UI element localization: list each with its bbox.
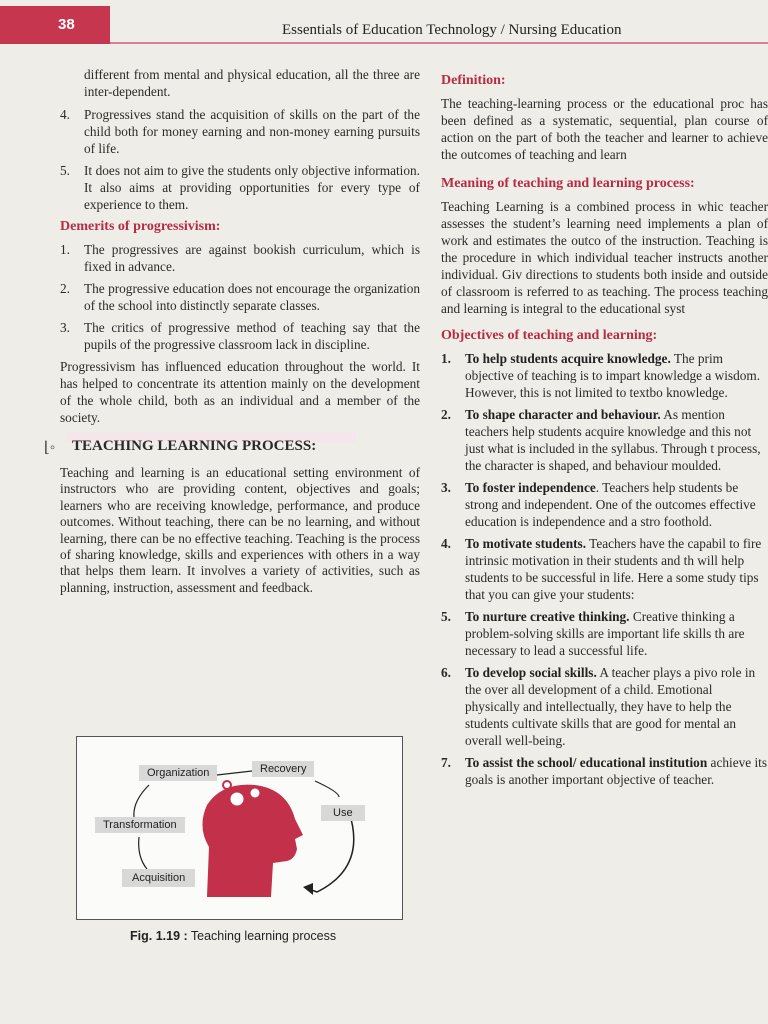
label-use: Use bbox=[321, 805, 365, 821]
label-recovery: Recovery bbox=[252, 761, 314, 777]
demerits-heading: Demerits of progressivism: bbox=[60, 219, 221, 234]
objective-number: 5. bbox=[441, 609, 451, 624]
list-number: 1. bbox=[60, 242, 70, 257]
page-number: 38 bbox=[58, 16, 75, 33]
meaning-heading: Meaning of teaching and learning process: bbox=[441, 176, 695, 191]
objective-item bbox=[441, 406, 768, 474]
page-number-badge bbox=[0, 6, 110, 44]
list-number: 5. bbox=[60, 163, 70, 178]
list-number: 2. bbox=[60, 281, 70, 296]
header-rule bbox=[110, 42, 768, 44]
objective-item bbox=[441, 535, 768, 603]
list-text: It does not aim to give the students only objective information. It also aims at providing opportunities for every type of experience to them. bbox=[84, 163, 420, 212]
objective-number: 2. bbox=[441, 407, 451, 422]
objective-number: 4. bbox=[441, 536, 451, 551]
list-item bbox=[60, 106, 420, 157]
objective-number: 7. bbox=[441, 755, 451, 770]
caption-label: Fig. 1.19 : bbox=[130, 929, 188, 943]
objective-text: . Teachers help students be strong and independent. One of the outcomes effective education is independence and a stro foothold. bbox=[465, 480, 756, 529]
list-text: The progressive education does not encourage the organization of the school into distinctly separate classes. bbox=[84, 281, 420, 313]
objective-title: To develop social skills. bbox=[465, 665, 597, 680]
objective-title: To nurture creative thinking. bbox=[465, 609, 630, 624]
list-item bbox=[60, 280, 420, 314]
objective-text: achieve its goals is another important objective of teacher. bbox=[465, 755, 768, 787]
page-header bbox=[0, 0, 768, 44]
objective-title: To assist the school/ educational institution bbox=[465, 755, 708, 770]
objective-item bbox=[441, 754, 768, 788]
label-transformation: Transformation bbox=[95, 817, 185, 833]
figure-caption bbox=[130, 929, 336, 943]
tlp-heading-wrap bbox=[44, 438, 420, 456]
list-item bbox=[60, 241, 420, 275]
label-organization: Organization bbox=[139, 765, 217, 781]
objectives-heading: Objectives of teaching and learning: bbox=[441, 328, 658, 343]
objective-item bbox=[441, 664, 768, 749]
teaching-learning-figure bbox=[76, 736, 403, 920]
left-column bbox=[44, 66, 420, 602]
handwritten-mark-icon: ⌊◦ bbox=[44, 440, 56, 456]
objective-text: Teachers have the capabil to fire intrinsic motivation in their students and th will help students to be successful in life. Here a some study tips that you can give your students: bbox=[465, 536, 762, 602]
objective-text: A teacher plays a pivo role in the over all development of a child. Emotional physically and intellectually, they have to help the students cultivate skills that are good for mental an overall well-being. bbox=[465, 665, 756, 748]
definition-paragraph: The teaching-learning process or the educational proc has been defined as a systematic, sequential, plan course of action on the part of both the teacher and learner to achieve the outcomes of teaching and learn bbox=[441, 96, 768, 162]
list-number: 4. bbox=[60, 107, 70, 122]
meaning-paragraph: Teaching Learning is a combined process in whic teacher assesses the student’s learning need implements a plan of work and estimates the outco of the instruction. Teaching is the procedure in which individual teacher instructs another individual. Giv directions to students both inside and outside of classroom is referred to as teaching. The process teaching and learning is integral to the educational syst bbox=[441, 199, 768, 316]
definition-heading: Definition: bbox=[441, 73, 506, 88]
objective-text: As mention teachers help students acquire knowledge and this not just what is included in the syllabus. Through t process, the character is shaped, and behaviour moulded. bbox=[465, 407, 761, 473]
objective-item bbox=[441, 608, 768, 659]
list-text: Progressives stand the acquisition of skills on the part of the child both for money earning and non-money earning pursuits of life. bbox=[84, 107, 420, 156]
tlp-paragraph: Teaching and learning is an educational setting environment of instructors who are providing content, objectives and goals; learners who are receiving knowledge, performance, and produce outcomes. Without teaching, there can be no learning, and without learning, there can be no effective teaching. Teaching is the process of sharing knowledge, skills and experiences with others in a way that helps them learn. It involves a variety of activities, such as planning, instruction, assessment and feedback. bbox=[60, 465, 420, 595]
list-number: 3. bbox=[60, 320, 70, 335]
objective-title: To foster independence bbox=[465, 480, 596, 495]
label-acquisition: Acquisition bbox=[122, 869, 195, 887]
objective-number: 1. bbox=[441, 351, 451, 366]
continued-paragraph: different from mental and physical education, all the three are inter-dependent. bbox=[84, 67, 420, 99]
list-item bbox=[60, 319, 420, 353]
right-column bbox=[441, 70, 768, 793]
tlp-heading: TEACHING LEARNING PROCESS: bbox=[72, 438, 317, 454]
running-title: Essentials of Education Technology / Nursing Education bbox=[282, 22, 622, 38]
list-item bbox=[60, 162, 420, 213]
list-text: The progressives are against bookish curriculum, which is fixed in advance. bbox=[84, 242, 420, 274]
objective-text: The prim objective of teaching is to impart knowledge a wisdom. However, this is not limited to textbo knowledge. bbox=[465, 351, 761, 400]
objective-item bbox=[441, 350, 768, 401]
objective-title: To motivate students. bbox=[465, 536, 587, 551]
objective-text: Creative thinking a problem-solving skills are important life skills th are necessary to lead a successful life. bbox=[465, 609, 745, 658]
objective-number: 6. bbox=[441, 665, 451, 680]
progressivism-paragraph: Progressivism has influenced education throughout the world. It has helped to concentrate its attention mainly on the development of the whole child, both as an individual and a member of the society. bbox=[60, 359, 420, 425]
caption-text: Teaching learning process bbox=[187, 929, 337, 943]
objective-number: 3. bbox=[441, 480, 451, 495]
list-text: The critics of progressive method of teaching say that the pupils of the progressive classroom lack in discipline. bbox=[84, 320, 420, 352]
objective-item bbox=[441, 479, 768, 530]
objective-title: To shape character and behaviour. bbox=[465, 407, 661, 422]
objective-title: To help students acquire knowledge. bbox=[465, 351, 671, 366]
